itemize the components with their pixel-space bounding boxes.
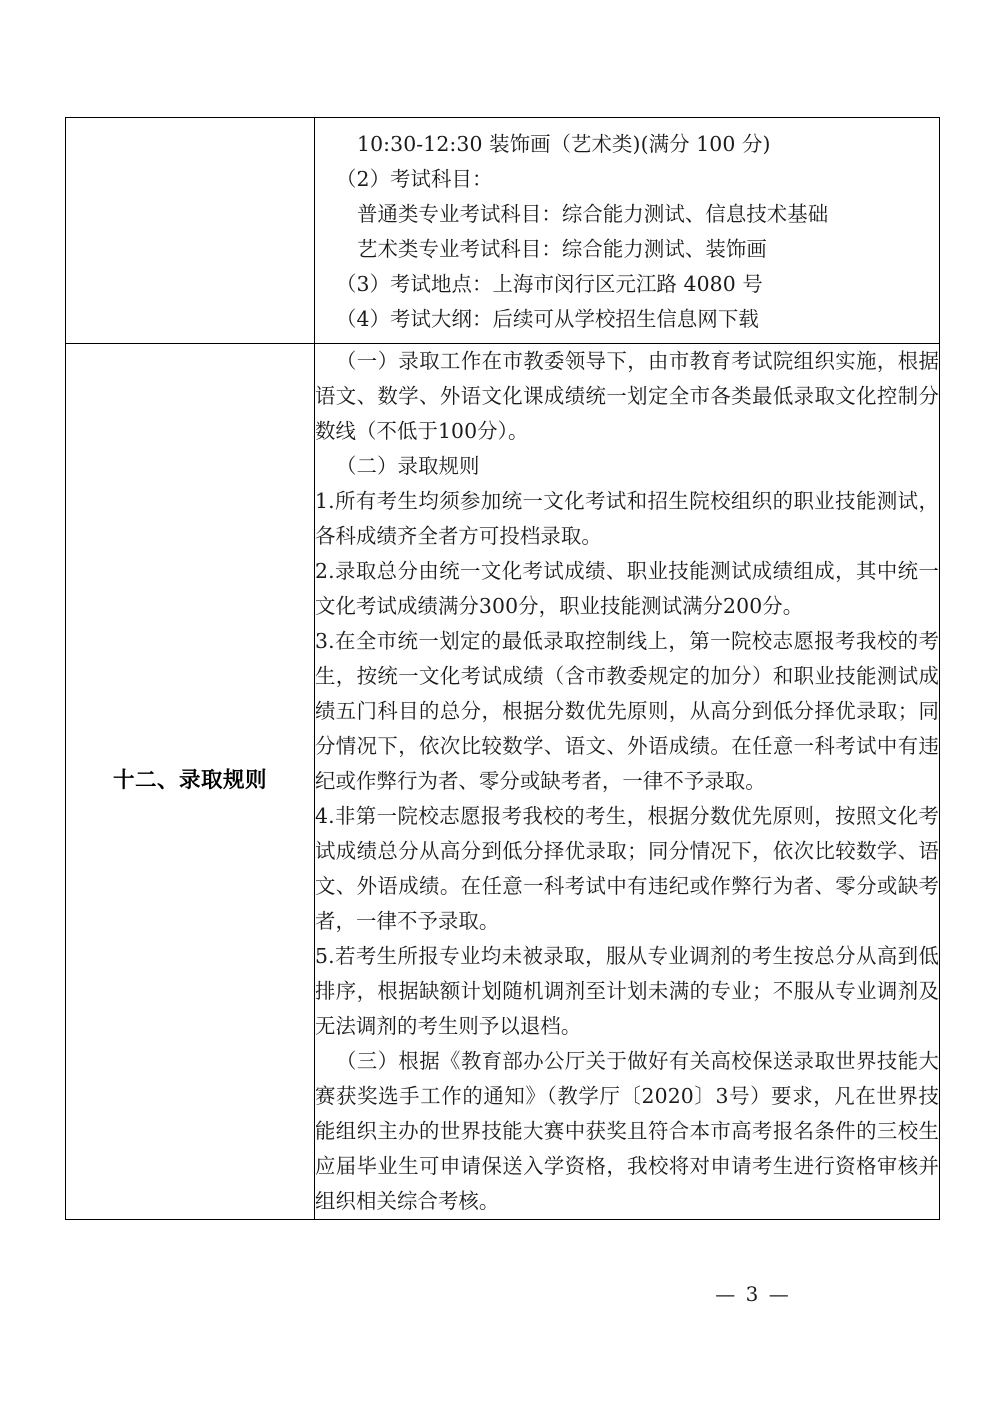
row-label-cell-empty: [66, 118, 315, 344]
paragraph-rule-item-1: 1.所有考生均须参加统一文化考试和招生院校组织的职业技能测试，各科成绩齐全者方可投档录取。: [315, 489, 939, 548]
section-label-empty: [66, 227, 314, 235]
page-footer: [0, 1282, 992, 1306]
paragraph-rule-item-2: 2.录取总分由统一文化考试成绩、职业技能测试成绩组成，其中统一文化考试成绩满分300分，职业技能测试满分200分。: [315, 559, 939, 618]
paragraph-rule-one: （一）录取工作在市教委领导下，由市教育考试院组织实施，根据语文、数学、外语文化课成绩统一划定全市各类最低录取文化控制分数线（不低于100分）。: [315, 349, 939, 443]
paragraph-rule-three: （三）根据《教育部办公厅关于做好有关高校保送录取世界技能大赛获奖选手工作的通知》（教学厅〔2020〕3号）要求，凡在世界技能组织主办的世界技能大赛中获奖且符合本市高考报名条件的三校生应届毕业生可申请保送入学资格，我校将对申请考生进行资格审核并组织相关综合考核。: [315, 1049, 939, 1213]
row-body-cell-admission-rules: [315, 344, 940, 1220]
paragraph-exam-location: （3）考试地点：上海市闵行区元江路 4080 号: [336, 272, 763, 296]
row-body-cell-exam-info: [315, 118, 940, 344]
table-body: [66, 118, 940, 1220]
paragraph-subject-heading: （2）考试科目：: [336, 167, 493, 191]
paragraph-general-subjects: 普通类专业考试科目：综合能力测试、信息技术基础: [357, 202, 829, 226]
paragraph-art-subjects: 艺术类专业考试科目：综合能力测试、装饰画: [357, 237, 767, 261]
paragraph-exam-time: 10:30-12:30 装饰画（艺术类)(满分 100 分): [357, 132, 771, 156]
content-table: [65, 117, 940, 1220]
paragraph-exam-syllabus: （4）考试大纲：后续可从学校招生信息网下载: [336, 307, 759, 331]
row-label-cell-admission-rules: [66, 344, 315, 1220]
paragraph-rule-item-3: 3.在全市统一划定的最低录取控制线上，第一院校志愿报考我校的考生，按统一文化考试成绩（含市教委规定的加分）和职业技能测试成绩五门科目的总分，根据分数优先原则，从高分到低分择优录取；同分情况下，依次比较数学、语文、外语成绩。在任意一科考试中有违纪或作弊行为者、零分或缺考者，一律不予录取。: [315, 629, 939, 793]
table-row: [66, 344, 940, 1220]
page-number: — 3 —: [715, 1282, 791, 1306]
table-row: [66, 118, 940, 344]
paragraph-rule-item-4: 4.非第一院校志愿报考我校的考生，根据分数优先原则，按照文化考试成绩总分从高分到低分择优录取；同分情况下，依次比较数学、语文、外语成绩。在任意一科考试中有违纪或作弊行为者、零分或缺考者，一律不予录取。: [315, 804, 939, 933]
section-label-admission-rules: 十二、录取规则: [112, 768, 267, 794]
paragraph-rule-two-heading: （二）录取规则: [336, 454, 480, 478]
paragraph-rule-item-5: 5.若考生所报专业均未被录取，服从专业调剂的考生按总分从高到低排序，根据缺额计划随机调剂至计划未满的专业；不服从专业调剂及无法调剂的考生则予以退档。: [315, 944, 939, 1038]
